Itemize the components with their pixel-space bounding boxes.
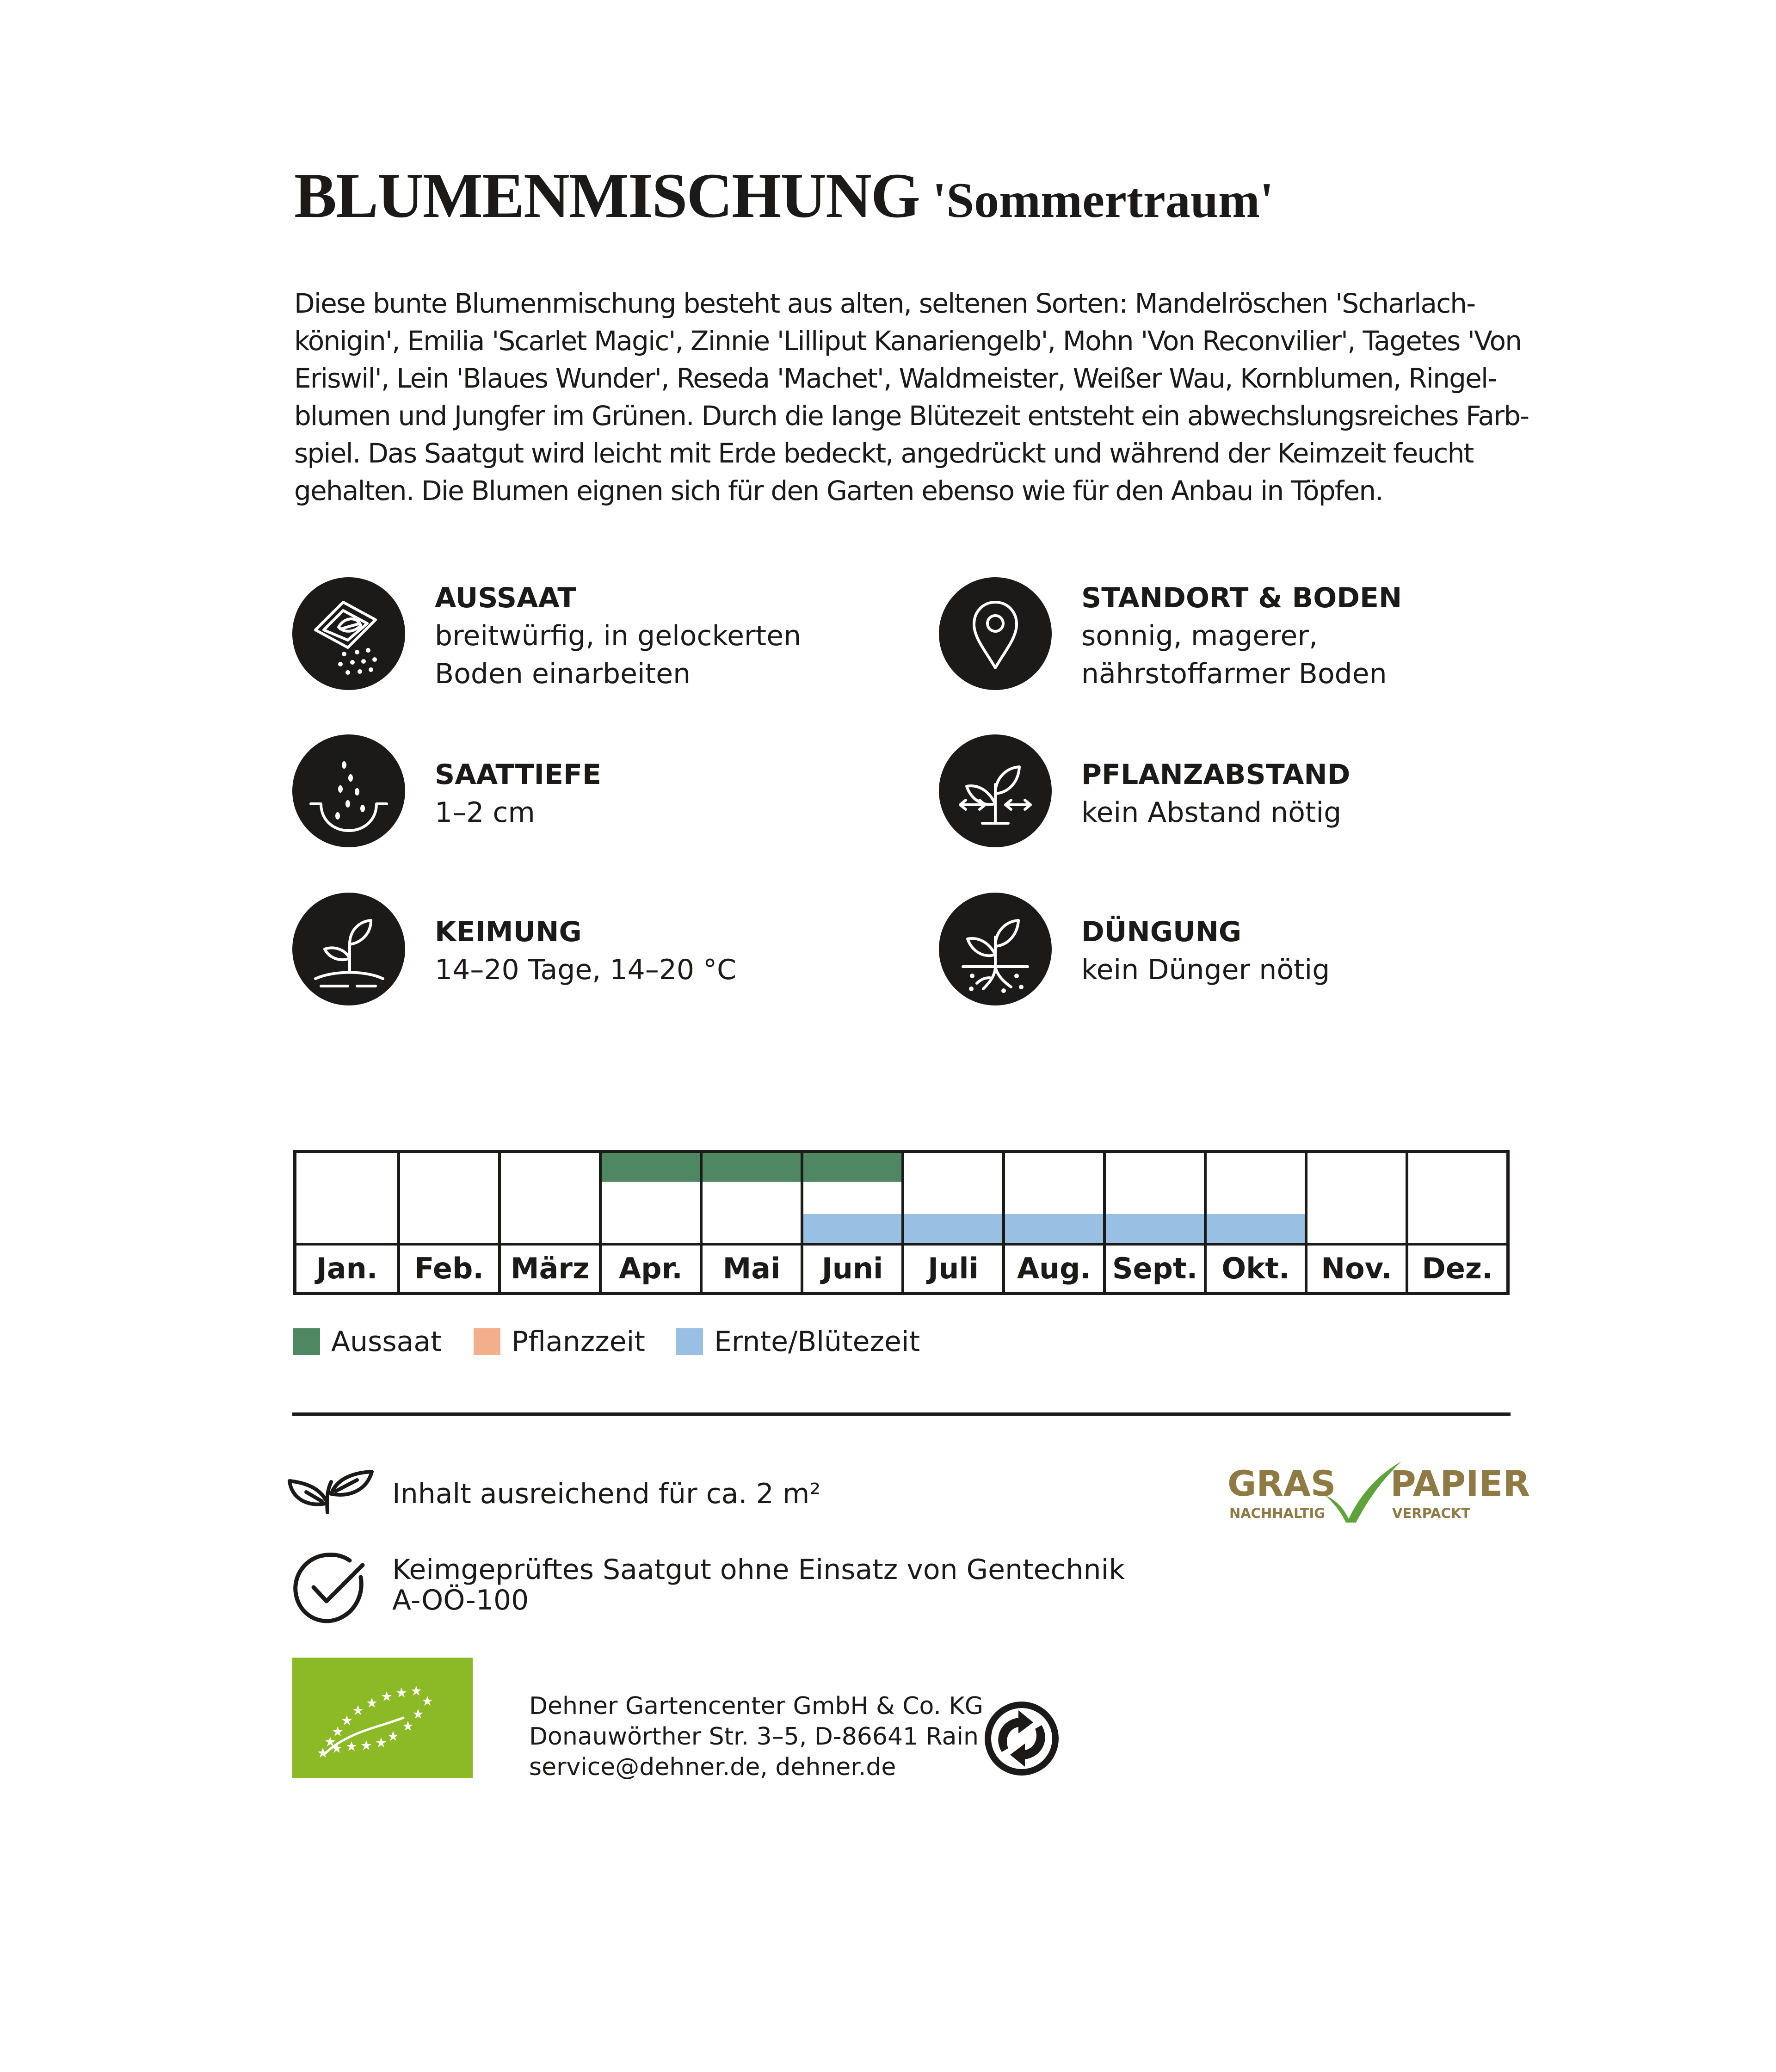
calendar-grid (296, 1153, 1506, 1292)
standort-text: sonnig, magerer, (1081, 620, 1318, 652)
calendar-month-cell (296, 1153, 397, 1292)
month-label: Sept. (1112, 1252, 1198, 1285)
saattiefe-title: SAATTIEFE (435, 758, 601, 791)
checkmark-icon (1322, 1462, 1405, 1526)
aussaat-title: AUSSAAT (435, 582, 577, 614)
leaves-icon (283, 1443, 376, 1517)
eu-organic-logo (292, 1658, 473, 1778)
calendar-month-cell (901, 1153, 1002, 1292)
product-title-main: BLUMENMISCHUNG (294, 160, 920, 231)
description-line: blumen und Jungfer im Grünen. Durch die lange Blütezeit entsteht ein abwechslungsreiches Farb- (294, 400, 1529, 432)
certified-code: A-OÖ-100 (392, 1584, 529, 1616)
description-line: spiel. Das Saatgut wird leicht mit Erde bedeckt, angedrückt und während der Keimzeit feucht (294, 438, 1474, 469)
calendar-divider (296, 1243, 1506, 1246)
legend-swatch-ernte (676, 1328, 703, 1355)
address-street: Donauwörther Str. 3–5, D-86641 Rain (529, 1723, 979, 1751)
plant-spacing-icon (939, 734, 1052, 847)
calendar-month-cell (1103, 1153, 1204, 1292)
bluetezeit-bar (1106, 1214, 1204, 1243)
legend-label-ernte: Ernte/Blütezeit (714, 1326, 920, 1358)
legend-label-pflanzzeit: Pflanzzeit (512, 1326, 645, 1358)
aussaat-bar (703, 1153, 801, 1182)
gras-papier-word1: GRAS (1227, 1463, 1336, 1504)
month-label: Mai (722, 1252, 781, 1285)
description-line: königin', Emilia 'Scarlet Magic', Zinnie 'Lilliput Kanariengelb', Mohn 'Von Reconvilier', Tagetes 'Von (294, 325, 1522, 357)
pflanzabstand-title: PFLANZABSTAND (1081, 758, 1350, 791)
calendar-month-cell (397, 1153, 498, 1292)
certified-text: Keimgeprüftes Saatgut ohne Einsatz von Gentechnik (392, 1554, 1125, 1586)
bluetezeit-bar (1207, 1214, 1305, 1243)
pflanzabstand-text: kein Abstand nötig (1081, 796, 1342, 829)
month-label: Dez. (1422, 1252, 1493, 1285)
product-title (294, 156, 1682, 235)
seed-packet-icon (292, 577, 405, 690)
standort-text: nährstoffarmer Boden (1081, 658, 1387, 690)
standort-title: STANDORT & BODEN (1081, 582, 1402, 614)
calendar-month-cell (1204, 1153, 1305, 1292)
month-label: Feb. (414, 1252, 484, 1285)
month-label: März (510, 1252, 590, 1285)
calendar-month-cell (1002, 1153, 1103, 1292)
bluetezeit-bar (803, 1214, 901, 1243)
month-label: Nov. (1321, 1252, 1392, 1285)
bluetezeit-bar (904, 1214, 1002, 1243)
calendar-month-cell (599, 1153, 700, 1292)
sowing-calendar (293, 1150, 1510, 1295)
bluetezeit-bar (1005, 1214, 1103, 1243)
saattiefe-text: 1–2 cm (435, 796, 535, 829)
aussaat-bar (803, 1153, 901, 1182)
location-pin-icon (939, 577, 1052, 690)
sprout-icon (292, 893, 405, 1005)
calendar-month-cell (1406, 1153, 1506, 1292)
month-label: Juni (821, 1252, 883, 1285)
gras-papier-sub1: NACHHALTIG (1229, 1505, 1326, 1521)
description-line: gehalten. Die Blumen eignen sich für den Garten ebenso wie für den Anbau in Töpfen. (294, 475, 1383, 506)
month-label: Jan. (316, 1252, 378, 1285)
eu-organic-leaf-icon (292, 1658, 473, 1778)
keimung-text: 14–20 Tage, 14–20 °C (435, 954, 737, 986)
month-label: Apr. (619, 1252, 683, 1285)
aussaat-text: breitwürfig, in gelockerten (435, 620, 802, 652)
description-line: Eriswil', Lein 'Blaues Wunder', Reseda 'Machet', Waldmeister, Weißer Wau, Kornblumen, Ringel- (294, 363, 1497, 394)
plant-roots-icon (939, 893, 1052, 1005)
month-label: Juli (928, 1252, 979, 1285)
address-company: Dehner Gartencenter GmbH & Co. KG (529, 1692, 983, 1720)
calendar-month-cell (1305, 1153, 1406, 1292)
check-circle-icon (290, 1548, 368, 1626)
legend-swatch-pflanzzeit (474, 1328, 500, 1355)
sowing-depth-icon (292, 734, 405, 847)
legend-swatch-aussaat (293, 1328, 320, 1355)
keimung-title: KEIMUNG (435, 916, 582, 948)
gras-papier-logo (1221, 1462, 1530, 1531)
month-label: Okt. (1221, 1252, 1290, 1285)
divider (292, 1412, 1511, 1416)
address-contact: service@dehner.de, dehner.de (529, 1753, 896, 1781)
legend-label-aussaat: Aussaat (331, 1326, 442, 1358)
gras-papier-sub2: VERPACKT (1392, 1505, 1471, 1521)
duengung-title: DÜNGUNG (1081, 916, 1242, 948)
month-label: Aug. (1017, 1252, 1092, 1285)
calendar-month-cell (498, 1153, 599, 1292)
product-variety: 'Sommertraum' (932, 173, 1274, 228)
duengung-text: kein Dünger nötig (1081, 954, 1330, 986)
content-amount: Inhalt ausreichend für ca. 2 m² (392, 1478, 821, 1510)
aussaat-bar (602, 1153, 700, 1182)
gras-papier-word2: PAPIER (1390, 1463, 1530, 1504)
calendar-month-cell (700, 1153, 801, 1292)
calendar-month-cell (801, 1153, 901, 1292)
aussaat-text: Boden einarbeiten (435, 658, 691, 690)
green-dot-recycling-icon (983, 1700, 1060, 1777)
description-line: Diese bunte Blumenmischung besteht aus alten, seltenen Sorten: Mandelröschen 'Scharlach- (294, 288, 1475, 319)
